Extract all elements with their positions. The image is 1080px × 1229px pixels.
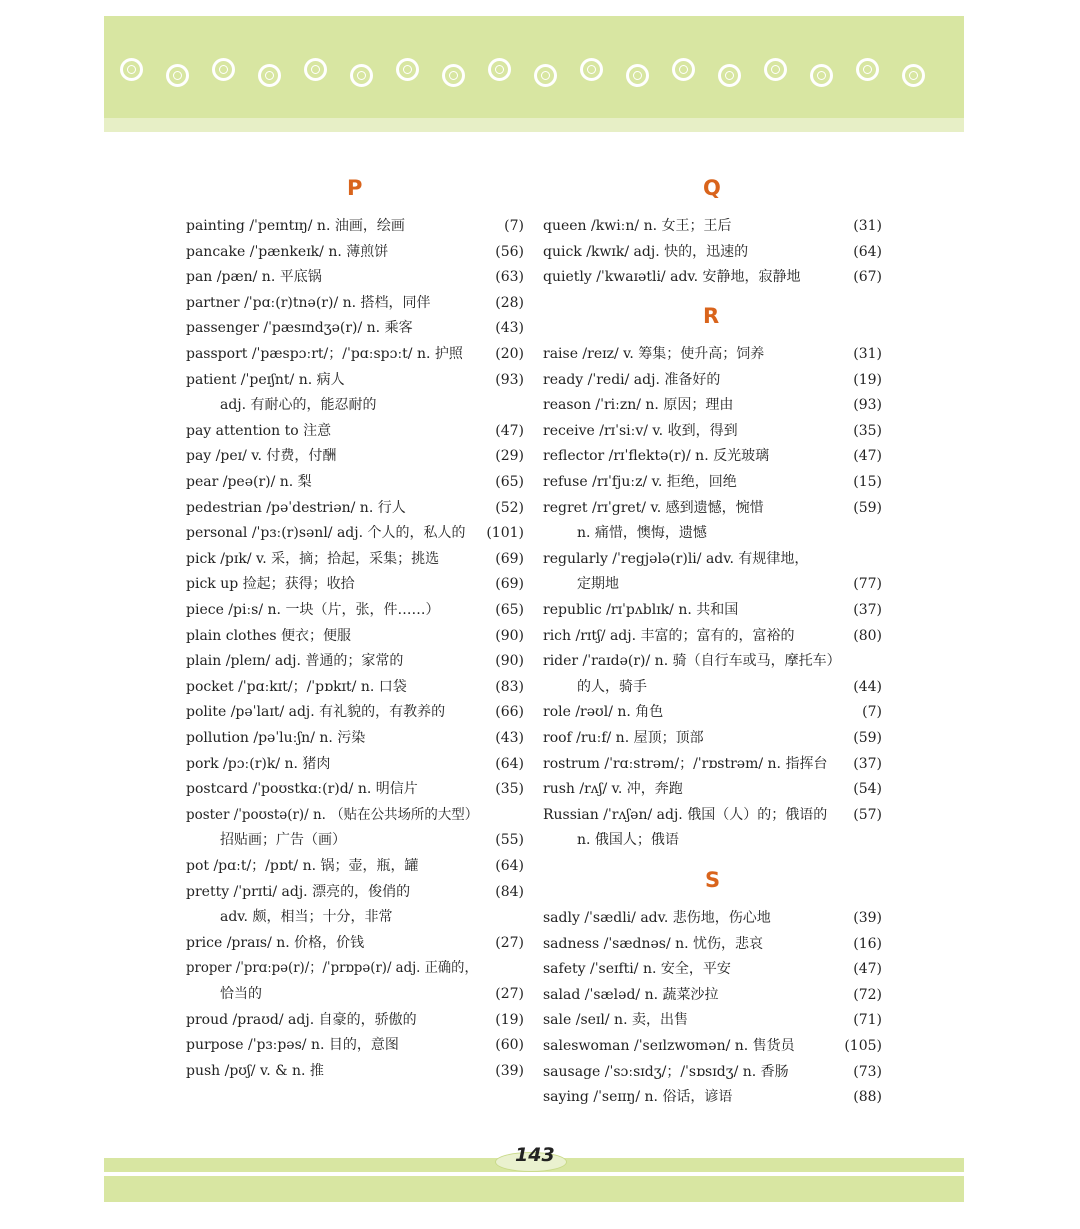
- entry-page-ref: (90): [495, 653, 524, 670]
- entry-page-ref: (73): [853, 1063, 882, 1080]
- entry-page-ref: (66): [495, 704, 524, 721]
- entry-text: adv. 颇，相当；十分，非常: [220, 909, 393, 926]
- entry-page-ref: (27): [495, 986, 524, 1002]
- entry-text: passport /ˈpæspɔːrt/；/ˈpɑːspɔːt/ n. 护照: [186, 346, 463, 362]
- entry-page-ref: (72): [853, 986, 882, 1003]
- entry-text: pretty /ˈprɪti/ adj. 漂亮的，俊俏的: [186, 883, 411, 900]
- header-ring-icon: [764, 58, 787, 81]
- entry-text: rostrum /ˈrɑːstrəm/；/ˈrɒstrəm/ n. 指挥台: [543, 755, 828, 772]
- entry-page-ref: (44): [853, 678, 882, 695]
- entry-page-ref: (65): [495, 474, 524, 490]
- header-ring-icon: [166, 64, 189, 87]
- entry-text: 恰当的: [220, 986, 262, 1002]
- entry-text: pocket /ˈpɑːkɪt/；/ˈpɒkɪt/ n. 口袋: [186, 678, 407, 695]
- footer-band-lower: [104, 1176, 964, 1202]
- entry-page-ref: (59): [853, 730, 882, 746]
- entry-text: price /praɪs/ n. 价格，价钱: [186, 934, 365, 951]
- entry-text: plain /pleɪn/ adj. 普通的；家常的: [186, 653, 404, 670]
- entry-text: sale /seɪl/ n. 卖，出售: [543, 1012, 688, 1029]
- header-ring-icon: [534, 64, 557, 87]
- entry-page-ref: (16): [853, 935, 882, 952]
- entry-text: regret /rɪˈgret/ v. 感到遗憾，惋惜: [543, 499, 764, 516]
- entry-text: quietly /ˈkwaɪətli/ adv. 安静地，寂静地: [543, 269, 801, 286]
- entry-text: quick /kwɪk/ adj. 快的，迅速的: [543, 243, 749, 260]
- entry-page-ref: (55): [495, 832, 524, 849]
- entry-text: receive /rɪˈsiːv/ v. 收到，得到: [543, 422, 738, 439]
- entry-page-ref: (52): [495, 499, 524, 516]
- entry-text: Russian /ˈrʌʃən/ adj. 俄国（人）的；俄语的: [543, 806, 828, 823]
- entry-page-ref: (56): [495, 243, 524, 260]
- header-ring-icon: [810, 64, 833, 87]
- entry-page-ref: (59): [853, 499, 882, 516]
- entry-page-ref: (64): [853, 243, 882, 260]
- entry-text: rich /rɪtʃ/ adj. 丰富的；富有的，富裕的: [543, 627, 795, 644]
- entry-text: pot /pɑːt/；/pɒt/ n. 锅；壶，瓶，罐: [186, 858, 419, 874]
- entry-page-ref: (63): [495, 269, 524, 286]
- entry-text: purpose /ˈpɜːpəs/ n. 目的，意图: [186, 1037, 399, 1054]
- entry-text: regularly /ˈregjələ(r)li/ adv. 有规律地，: [543, 550, 809, 567]
- entry-text: pay attention to 注意: [186, 422, 332, 439]
- entry-page-ref: (93): [495, 371, 524, 388]
- entry-text: patient /ˈpeɪʃnt/ n. 病人: [186, 371, 345, 388]
- section-letter-r: R: [703, 304, 720, 328]
- entry-text: poster /ˈpoʊstə(r)/ n. （贴在公共场所的大型）: [186, 806, 479, 823]
- section-letter-p: P: [347, 176, 363, 200]
- section-letter-q: Q: [703, 176, 721, 200]
- entry-text: republic /rɪˈpʌblɪk/ n. 共和国: [543, 602, 739, 618]
- entry-text: sadness /ˈsædnəs/ n. 忧伤，悲哀: [543, 935, 764, 952]
- entry-text: queen /kwiːn/ n. 女王；王后: [543, 218, 732, 234]
- entry-text: refuse /rɪˈfjuːz/ v. 拒绝，回绝: [543, 474, 737, 490]
- entry-page-ref: (43): [495, 730, 524, 746]
- entry-text: painting /ˈpeɪntɪŋ/ n. 油画，绘画: [186, 218, 405, 234]
- entry-page-ref: (37): [853, 602, 882, 618]
- entry-page-ref: (83): [495, 678, 524, 695]
- entry-page-ref: (20): [495, 346, 524, 362]
- entry-page-ref: (71): [853, 1012, 882, 1029]
- entry-text: passenger /ˈpæsɪndʒə(r)/ n. 乘客: [186, 320, 413, 337]
- entry-text: polite /pəˈlaɪt/ adj. 有礼貌的，有教养的: [186, 704, 446, 721]
- entry-text: rider /ˈraɪdə(r)/ n. 骑（自行车或马，摩托车）: [543, 653, 841, 670]
- header-ring-icon: [120, 58, 143, 81]
- entry-text: pan /pæn/ n. 平底锅: [186, 269, 322, 286]
- page-number: 143: [515, 1144, 555, 1166]
- entry-text: rush /rʌʃ/ v. 冲，奔跑: [543, 781, 683, 798]
- entry-text: adj. 有耐心的，能忍耐的: [220, 397, 377, 414]
- header-ring-icon: [304, 58, 327, 81]
- entry-page-ref: (57): [853, 806, 882, 823]
- entry-page-ref: (47): [853, 448, 882, 465]
- header-ring-icon: [350, 64, 373, 87]
- header-ring-icon: [672, 58, 695, 81]
- entry-page-ref: (47): [495, 422, 524, 439]
- entry-text: pay /peɪ/ v. 付费，付酬: [186, 448, 337, 465]
- entry-page-ref: (90): [495, 627, 524, 644]
- entry-text: 招贴画；广告（画）: [220, 832, 346, 849]
- entry-text: pick up 捡起；获得；收拾: [186, 576, 355, 593]
- header-ring-icon: [258, 64, 281, 87]
- page-number-badge: [495, 1138, 585, 1178]
- entry-page-ref: (67): [853, 269, 882, 286]
- entry-text: ready /ˈredi/ adj. 准备好的: [543, 371, 721, 388]
- header-ring-icon: [212, 58, 235, 81]
- header-ring-icon: [718, 64, 741, 87]
- entry-text: roof /ruːf/ n. 屋顶；顶部: [543, 730, 704, 746]
- entry-text: raise /reɪz/ v. 筹集；使升高；饲养: [543, 346, 765, 362]
- entry-page-ref: (35): [495, 781, 524, 798]
- entry-page-ref: (54): [853, 781, 882, 798]
- entry-text: reflector /rɪˈflektə(r)/ n. 反光玻璃: [543, 448, 770, 465]
- entry-page-ref: (37): [853, 755, 882, 772]
- header-ring-icon: [626, 64, 649, 87]
- entry-text: sadly /ˈsædli/ adv. 悲伤地，伤心地: [543, 910, 771, 926]
- entry-page-ref: (19): [495, 1011, 524, 1028]
- entry-page-ref: (69): [495, 550, 524, 567]
- header-ring-icon: [580, 58, 603, 81]
- header-ring-icon: [902, 64, 925, 87]
- entry-page-ref: (31): [853, 218, 882, 234]
- section-letter-s: S: [705, 868, 721, 892]
- entry-page-ref: (88): [853, 1089, 882, 1106]
- entry-text: pork /pɔː(r)k/ n. 猪肉: [186, 755, 331, 772]
- entry-text: sausage /ˈsɔːsɪdʒ/；/ˈsɒsɪdʒ/ n. 香肠: [543, 1063, 789, 1080]
- entry-page-ref: (64): [495, 858, 524, 874]
- entry-page-ref: (7): [862, 704, 882, 721]
- entry-text: proper /ˈprɑːpə(r)/；/ˈprɒpə(r)/ adj. 正确的，: [186, 960, 478, 977]
- entry-text: n. 痛惜，懊悔，遗憾: [577, 525, 707, 542]
- entry-text: postcard /ˈpoʊstkɑː(r)d/ n. 明信片: [186, 781, 418, 798]
- entry-text: 的人，骑手: [577, 678, 647, 695]
- entry-page-ref: (43): [495, 320, 524, 337]
- entry-text: 定期地: [577, 576, 619, 593]
- entry-page-ref: (28): [495, 294, 524, 311]
- entry-text: saleswoman /ˈseɪlzwʊmən/ n. 售货员: [543, 1038, 795, 1054]
- entry-text: pollution /pəˈluːʃn/ n. 污染: [186, 730, 366, 746]
- entry-page-ref: (7): [504, 218, 524, 234]
- entry-text: push /pʊʃ/ v. & n. 推: [186, 1062, 324, 1079]
- entry-page-ref: (39): [495, 1062, 524, 1079]
- entry-page-ref: (69): [495, 576, 524, 593]
- entry-text: pear /peə(r)/ n. 梨: [186, 474, 312, 490]
- header-stripe: [104, 118, 964, 132]
- entry-page-ref: (47): [853, 961, 882, 978]
- entry-page-ref: (93): [853, 397, 882, 414]
- entry-page-ref: (29): [495, 448, 524, 465]
- header-ring-icon: [396, 58, 419, 81]
- entry-text: pick /pɪk/ v. 采，摘；拾起，采集；挑选: [186, 550, 440, 567]
- entry-text: role /rəʊl/ n. 角色: [543, 704, 664, 721]
- header-ring-icon: [442, 64, 465, 87]
- entry-text: pancake /ˈpænkeɪk/ n. 薄煎饼: [186, 243, 389, 260]
- entry-text: personal /ˈpɜː(r)sənl/ adj. 个人的，私人的: [186, 525, 466, 542]
- entry-text: pedestrian /pəˈdestriən/ n. 行人: [186, 499, 406, 516]
- entry-text: plain clothes 便衣；便服: [186, 627, 352, 644]
- entry-text: proud /praʊd/ adj. 自豪的，骄傲的: [186, 1011, 417, 1028]
- entry-text: n. 俄国人；俄语: [577, 832, 679, 849]
- entry-page-ref: (31): [853, 346, 882, 362]
- entry-page-ref: (65): [495, 602, 524, 618]
- entry-text: salad /ˈsæləd/ n. 蔬菜沙拉: [543, 986, 719, 1003]
- header-ring-icon: [856, 58, 879, 81]
- entry-text: partner /ˈpɑː(r)tnə(r)/ n. 搭档，同伴: [186, 294, 431, 311]
- entry-page-ref: (15): [853, 474, 882, 490]
- entry-page-ref: (35): [853, 422, 882, 439]
- entry-page-ref: (101): [486, 525, 524, 542]
- entry-page-ref: (105): [844, 1038, 882, 1054]
- entry-page-ref: (39): [853, 910, 882, 926]
- entry-page-ref: (60): [495, 1037, 524, 1054]
- entry-text: safety /ˈseɪfti/ n. 安全，平安: [543, 961, 731, 978]
- entry-page-ref: (77): [853, 576, 882, 593]
- entry-text: reason /ˈriːzn/ n. 原因；理由: [543, 397, 734, 414]
- entry-page-ref: (19): [853, 371, 882, 388]
- entry-text: saying /ˈseɪɪŋ/ n. 俗话，谚语: [543, 1089, 733, 1106]
- entry-text: piece /piːs/ n. 一块（片，张，件……）: [186, 602, 440, 618]
- header-ring-icon: [488, 58, 511, 81]
- entry-page-ref: (64): [495, 755, 524, 772]
- entry-page-ref: (27): [495, 934, 524, 951]
- entry-page-ref: (84): [495, 883, 524, 900]
- entry-page-ref: (80): [853, 627, 882, 644]
